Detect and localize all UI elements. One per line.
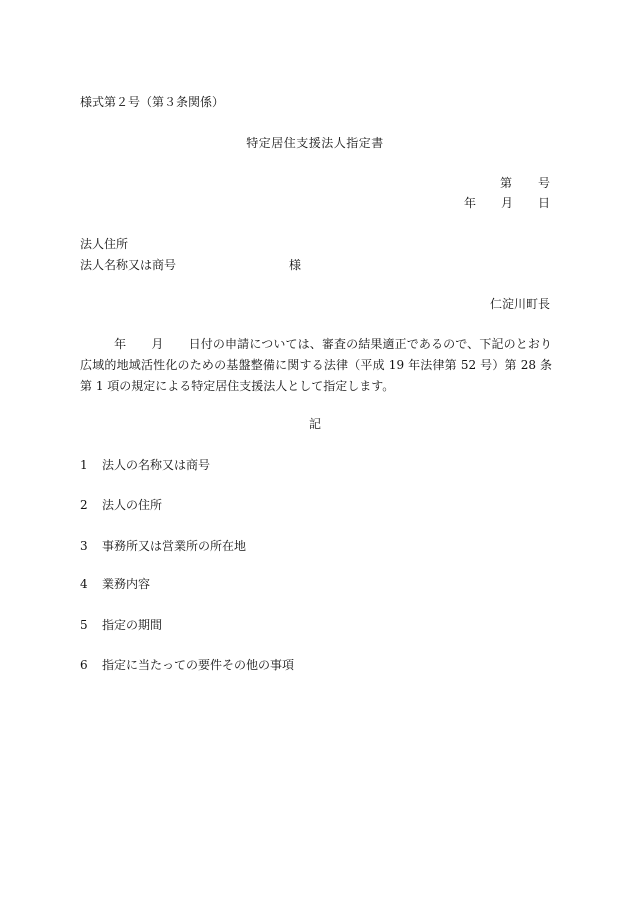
item-number: 1 [80, 458, 88, 472]
document-number-line [500, 175, 550, 191]
number-go: 号 [537, 176, 550, 190]
list-item [80, 657, 294, 673]
list-item [80, 457, 210, 473]
date-month: 月 [500, 196, 513, 210]
date-year: 年 [463, 196, 476, 210]
item-number: 3 [80, 539, 88, 553]
item-label: 法人の住所 [102, 498, 163, 512]
corporation-name-label: 法人名称又は商号 [80, 258, 177, 272]
body-year: 年 [114, 337, 127, 351]
list-item [80, 617, 162, 633]
item-number: 6 [80, 658, 88, 672]
ki-heading: 記 [308, 417, 321, 431]
issue-date-line [464, 195, 550, 211]
date-day: 日 [537, 196, 550, 210]
item-number: 5 [80, 618, 88, 632]
issuer-name: 仁淀川町長 [489, 297, 550, 311]
list-item [80, 497, 162, 513]
number-dai: 第 [499, 176, 512, 190]
item-label: 指定の期間 [102, 618, 163, 632]
item-number: 4 [80, 577, 88, 591]
item-label: 業務内容 [102, 577, 151, 591]
item-number: 2 [80, 498, 88, 512]
body-month: 月 [151, 337, 164, 351]
document-title: 特定居住支援法人指定書 [246, 136, 384, 150]
corporation-name-row [80, 257, 302, 273]
body-main-text: 日付の申請については、審査の結果適正であるので、下記のとおり広域的地域活性化のための基盤整備に関する法律（平成 19 年法律第 52 号）第 28 条第 1 項の規定による特定居住支援法人として指定します。 [80, 337, 552, 393]
designation-body-text [80, 334, 552, 397]
corporation-address-label: 法人住所 [80, 237, 129, 251]
item-label: 法人の名称又は商号 [102, 458, 211, 472]
form-number: 様式第２号（第３条関係） [80, 95, 225, 109]
item-label: 指定に当たっての要件その他の事項 [102, 658, 295, 672]
list-item [80, 576, 150, 592]
item-label: 事務所又は営業所の所在地 [102, 539, 247, 553]
list-item [80, 538, 246, 554]
honorific-sama: 様 [289, 258, 302, 272]
